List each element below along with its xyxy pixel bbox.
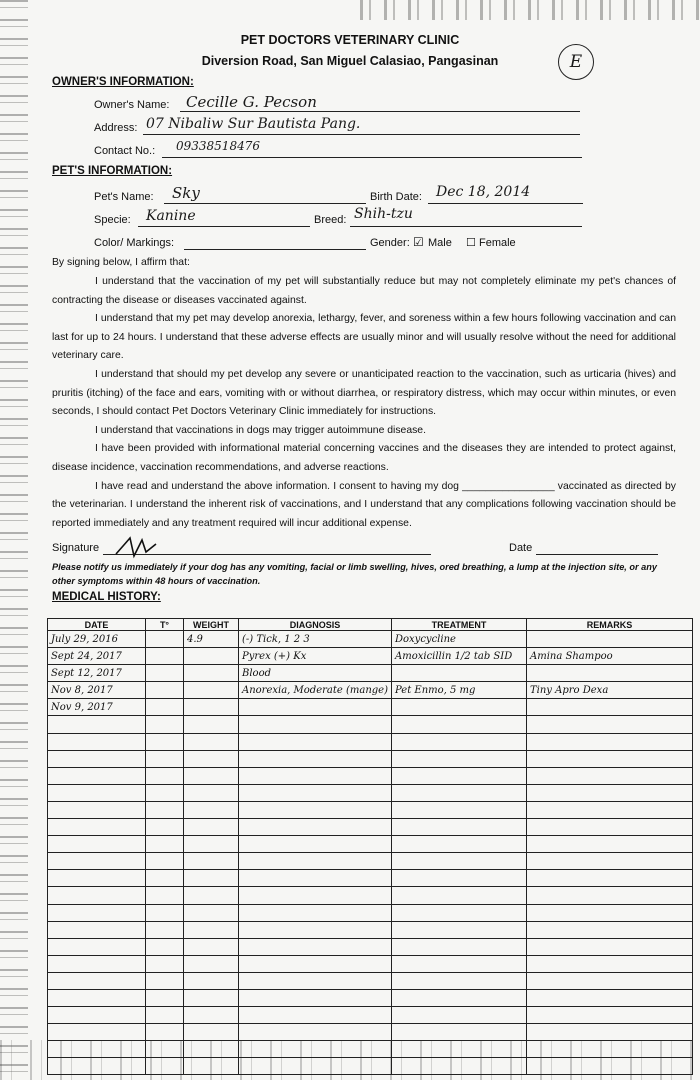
column-header: DATE [48, 619, 146, 631]
table-cell[interactable] [239, 750, 392, 767]
table-cell[interactable]: Pyrex (+) Kx [239, 648, 392, 665]
table-row [48, 1058, 693, 1075]
clinic-name: PET DOCTORS VETERINARY CLINIC [240, 33, 460, 47]
table-cell[interactable] [239, 801, 392, 818]
table-cell[interactable] [184, 1058, 239, 1075]
table-cell[interactable] [146, 836, 184, 853]
pet-name-label: Pet's Name: [94, 191, 154, 203]
table-cell[interactable] [527, 733, 693, 750]
table-cell[interactable] [184, 665, 239, 682]
table-cell[interactable] [239, 870, 392, 887]
table-cell[interactable] [184, 1041, 239, 1058]
table-row [48, 955, 693, 972]
table-row [48, 682, 693, 699]
table-row [48, 921, 693, 938]
table-cell[interactable] [527, 972, 693, 989]
consent-paragraph: I understand that vaccinations in dogs may trigger autoimmune disease. [95, 424, 426, 436]
column-header: WEIGHT [184, 619, 239, 631]
consent-paragraph: I have read and understand the above information. I consent to having my dog ________________ vaccinated as directed by the veterinarian. I understand the inherent risk of vaccinations, and I understand that any complications following vaccination should be reported immediately and any treatment required will incur additional expense. [52, 480, 676, 529]
table-cell[interactable] [48, 938, 146, 955]
table-cell[interactable] [184, 836, 239, 853]
signature-scribble [112, 534, 160, 560]
table-row [48, 819, 693, 836]
table-row [48, 733, 693, 750]
table-cell[interactable] [146, 955, 184, 972]
table-cell[interactable] [239, 716, 392, 733]
medical-history-table [47, 618, 693, 1075]
table-cell[interactable] [48, 1024, 146, 1041]
table-cell[interactable] [392, 819, 527, 836]
color-line [184, 233, 366, 250]
table-cell[interactable] [48, 904, 146, 921]
table-cell[interactable] [48, 733, 146, 750]
table-cell[interactable] [392, 836, 527, 853]
table-cell[interactable] [48, 784, 146, 801]
table-cell[interactable] [239, 767, 392, 784]
table-cell[interactable] [239, 955, 392, 972]
table-cell[interactable] [146, 801, 184, 818]
table-row [48, 801, 693, 818]
column-header: REMARKS [527, 619, 693, 631]
table-cell[interactable]: Blood [239, 665, 392, 682]
table-cell[interactable] [146, 648, 184, 665]
table-cell[interactable] [239, 1007, 392, 1024]
table-cell[interactable] [48, 1041, 146, 1058]
table-cell[interactable] [146, 750, 184, 767]
medical-history-title: MEDICAL HISTORY: [52, 591, 161, 603]
table-cell[interactable]: Tiny Apro Dexa [527, 682, 693, 699]
table-cell[interactable] [239, 904, 392, 921]
table-cell[interactable] [239, 1024, 392, 1041]
corner-mark: E [558, 44, 594, 80]
table-cell[interactable] [527, 750, 693, 767]
table-cell[interactable] [48, 1058, 146, 1075]
table-row [48, 648, 693, 665]
table-row [48, 836, 693, 853]
table-cell[interactable] [184, 819, 239, 836]
table-cell[interactable] [146, 716, 184, 733]
table-cell[interactable]: Amina Shampoo [527, 648, 693, 665]
table-row [48, 904, 693, 921]
table-cell[interactable] [527, 904, 693, 921]
table-row [48, 972, 693, 989]
table-cell[interactable] [239, 921, 392, 938]
table-cell[interactable] [392, 853, 527, 870]
specie-value: Kanine [146, 208, 196, 224]
table-cell[interactable] [146, 989, 184, 1006]
table-cell[interactable] [392, 716, 527, 733]
pet-name-value: Sky [172, 184, 200, 202]
table-cell[interactable] [48, 716, 146, 733]
table-cell[interactable] [48, 767, 146, 784]
table-cell[interactable] [146, 938, 184, 955]
table-cell[interactable] [239, 989, 392, 1006]
table-cell[interactable] [48, 801, 146, 818]
table-cell[interactable] [48, 887, 146, 904]
table-cell[interactable] [239, 1058, 392, 1075]
table-cell[interactable]: Amoxicillin 1/2 tab SID [392, 648, 527, 665]
checkbox-male-checked-icon[interactable]: ☑ [413, 235, 424, 249]
table-cell[interactable] [184, 972, 239, 989]
table-cell[interactable] [392, 733, 527, 750]
table-row [48, 938, 693, 955]
table-cell[interactable] [48, 750, 146, 767]
table-cell[interactable] [392, 1007, 527, 1024]
table-cell[interactable] [527, 716, 693, 733]
scan-noise [0, 0, 28, 1080]
table-cell[interactable] [392, 870, 527, 887]
table-cell[interactable] [184, 699, 239, 716]
table-cell[interactable] [146, 887, 184, 904]
table-row [48, 699, 693, 716]
scan-noise [360, 0, 700, 20]
table-cell[interactable] [392, 665, 527, 682]
table-cell[interactable] [239, 1041, 392, 1058]
table-cell[interactable] [146, 733, 184, 750]
consent-paragraph: I understand that should my pet develop any severe or unanticipated reaction to the vaccination, such as urticaria (hives) and pruritis (itching) of the face and ears, vomiting with or without diarrhea, or respiratory distress, which may occur within minutes, or even seconds, I should contact Pet Doctors Veterinary Clinic immediately for instructions. [52, 368, 676, 418]
table-cell[interactable] [527, 938, 693, 955]
table-cell[interactable] [184, 921, 239, 938]
table-cell[interactable] [146, 767, 184, 784]
table-cell[interactable] [239, 972, 392, 989]
birth-date-value: Dec 18, 2014 [436, 184, 531, 200]
table-cell[interactable] [48, 1007, 146, 1024]
table-cell[interactable] [239, 836, 392, 853]
contact-label: Contact No.: [94, 145, 156, 157]
table-cell[interactable] [392, 1024, 527, 1041]
gender-male-label: Male [428, 237, 452, 249]
table-cell[interactable] [527, 665, 693, 682]
table-cell[interactable] [48, 921, 146, 938]
table-cell[interactable] [527, 1041, 693, 1058]
table-cell[interactable] [146, 1041, 184, 1058]
table-cell[interactable] [392, 955, 527, 972]
gender-label: Gender: [370, 237, 410, 249]
table-row [48, 1024, 693, 1041]
table-cell[interactable] [184, 853, 239, 870]
clinic-address: Diversion Road, San Miguel Calasiao, Pangasinan [201, 54, 499, 68]
consent-paragraph: I understand that the vaccination of my pet will substantially reduce but may not completely eliminate my pet's chances of contracting the disease or diseases vaccinated against. [52, 276, 676, 306]
table-cell[interactable] [527, 989, 693, 1006]
table-cell[interactable] [184, 870, 239, 887]
table-cell[interactable] [527, 836, 693, 853]
table-header-row [48, 619, 693, 631]
table-cell[interactable] [392, 801, 527, 818]
table-row [48, 1041, 693, 1058]
table-cell[interactable] [392, 904, 527, 921]
table-cell[interactable] [392, 938, 527, 955]
birth-date-label: Birth Date: [370, 191, 422, 203]
table-cell[interactable] [527, 784, 693, 801]
table-cell[interactable]: Sept 12, 2017 [48, 665, 146, 682]
gender-female-label: Female [479, 237, 516, 249]
date-label: Date [509, 542, 533, 554]
notice-text: Please notify us immediately if your dog has any vomiting, facial or limb swelling, hives, ored breathing, a lump at the injection site, or any other symptoms within 48 hours of vaccination. [52, 562, 657, 586]
table-cell[interactable] [184, 955, 239, 972]
specie-label: Specie: [94, 214, 131, 226]
table-cell[interactable] [146, 870, 184, 887]
breed-label: Breed: [314, 214, 347, 226]
table-cell[interactable] [527, 801, 693, 818]
table-cell[interactable] [184, 733, 239, 750]
table-cell[interactable] [392, 750, 527, 767]
table-body [48, 631, 693, 1075]
table-cell[interactable] [184, 767, 239, 784]
checkbox-female-icon[interactable]: ☐ [466, 237, 476, 249]
table-row [48, 853, 693, 870]
table-cell[interactable] [392, 1041, 527, 1058]
table-row [48, 631, 693, 648]
table-cell[interactable]: 4.9 [184, 631, 239, 648]
table-row [48, 665, 693, 682]
table-cell[interactable] [239, 699, 392, 716]
consent-paragraphs [52, 273, 676, 533]
table-cell[interactable] [239, 938, 392, 955]
table-row [48, 716, 693, 733]
table-cell[interactable] [184, 938, 239, 955]
table-cell[interactable]: July 29, 2016 [48, 631, 146, 648]
table-cell[interactable] [184, 648, 239, 665]
table-cell[interactable] [146, 682, 184, 699]
table-row [48, 870, 693, 887]
table-cell[interactable] [239, 733, 392, 750]
table-cell[interactable] [527, 853, 693, 870]
table-cell[interactable] [184, 1024, 239, 1041]
color-label: Color/ Markings: [94, 237, 175, 249]
table-row [48, 1007, 693, 1024]
table-cell[interactable] [184, 904, 239, 921]
table-cell[interactable] [527, 921, 693, 938]
table-cell[interactable] [184, 887, 239, 904]
column-header: TREATMENT [392, 619, 527, 631]
table-row [48, 989, 693, 1006]
table-cell[interactable] [527, 631, 693, 648]
contact-value: 09338518476 [176, 139, 260, 153]
table-cell[interactable] [527, 1007, 693, 1024]
table-cell[interactable] [392, 921, 527, 938]
table-cell[interactable] [392, 1058, 527, 1075]
consent-paragraph: I have been provided with informational material concerning vaccines and the diseases they are intended to protect against, disease incidence, vaccination recommendations, and adverse reactions. [52, 443, 676, 473]
table-cell[interactable] [146, 784, 184, 801]
table-cell[interactable] [527, 887, 693, 904]
table-row [48, 784, 693, 801]
table-cell[interactable] [527, 870, 693, 887]
table-cell[interactable] [184, 989, 239, 1006]
table-cell[interactable] [527, 955, 693, 972]
owner-section-title: OWNER'S INFORMATION: [52, 76, 194, 88]
table-cell[interactable]: Sept 24, 2017 [48, 648, 146, 665]
table-cell[interactable] [392, 699, 527, 716]
consent-paragraph: I understand that my pet may develop anorexia, lethargy, fever, and soreness within a few hours following vaccination and can last for up to 24 hours. I understand that these adverse effects are usually minor and will usually resolve without the need for additional veterinary care. [52, 313, 676, 362]
table-cell[interactable]: Doxycycline [392, 631, 527, 648]
table-cell[interactable] [184, 682, 239, 699]
owner-name-label: Owner's Name: [94, 99, 170, 111]
table-cell[interactable] [146, 1058, 184, 1075]
table-cell[interactable] [527, 1058, 693, 1075]
column-header: T° [146, 619, 184, 631]
signature-label: Signature [52, 542, 100, 554]
table-cell[interactable] [146, 921, 184, 938]
table-cell[interactable] [239, 819, 392, 836]
table-cell[interactable] [146, 631, 184, 648]
table-cell[interactable] [239, 887, 392, 904]
table-cell[interactable] [146, 853, 184, 870]
table-cell[interactable] [48, 989, 146, 1006]
table-cell[interactable] [146, 1024, 184, 1041]
table-cell[interactable] [184, 801, 239, 818]
date-line[interactable] [536, 538, 658, 555]
table-row [48, 887, 693, 904]
table-cell[interactable] [48, 870, 146, 887]
table-cell[interactable] [184, 716, 239, 733]
table-cell[interactable] [48, 819, 146, 836]
table-cell[interactable] [239, 784, 392, 801]
table-cell[interactable] [48, 972, 146, 989]
table-cell[interactable]: Nov 9, 2017 [48, 699, 146, 716]
table-cell[interactable] [392, 784, 527, 801]
breed-value: Shih-tzu [354, 206, 413, 222]
table-cell[interactable] [392, 989, 527, 1006]
address-value: 07 Nibaliw Sur Bautista Pang. [146, 116, 361, 132]
table-cell[interactable]: Anorexia, Moderate (mange) [239, 682, 392, 699]
table-cell[interactable] [392, 887, 527, 904]
table-cell[interactable] [146, 972, 184, 989]
table-cell[interactable] [392, 767, 527, 784]
table-cell[interactable] [184, 784, 239, 801]
table-cell[interactable] [239, 853, 392, 870]
table-cell[interactable] [146, 904, 184, 921]
table-cell[interactable] [392, 972, 527, 989]
table-cell[interactable] [146, 1007, 184, 1024]
table-cell[interactable] [48, 853, 146, 870]
address-label: Address: [94, 122, 138, 134]
table-cell[interactable]: Pet Enmo, 5 mg [392, 682, 527, 699]
table-cell[interactable] [527, 1024, 693, 1041]
pet-section-title: PET'S INFORMATION: [52, 165, 173, 177]
table-row [48, 767, 693, 784]
table-cell[interactable] [48, 955, 146, 972]
table-cell[interactable] [527, 699, 693, 716]
table-cell[interactable]: (-) Tick, 1 2 3 [239, 631, 392, 648]
owner-name-value: Cecille G. Pecson [186, 93, 317, 111]
column-header: DIAGNOSIS [239, 619, 392, 631]
table-cell[interactable] [527, 819, 693, 836]
table-row [48, 750, 693, 767]
table-cell[interactable] [146, 699, 184, 716]
table-cell[interactable] [184, 1007, 239, 1024]
table-cell[interactable] [48, 836, 146, 853]
table-cell[interactable]: Nov 8, 2017 [48, 682, 146, 699]
consent-intro: By signing below, I affirm that: [52, 257, 190, 268]
table-cell[interactable] [146, 819, 184, 836]
table-cell[interactable] [146, 665, 184, 682]
table-cell[interactable] [527, 767, 693, 784]
table-cell[interactable] [184, 750, 239, 767]
